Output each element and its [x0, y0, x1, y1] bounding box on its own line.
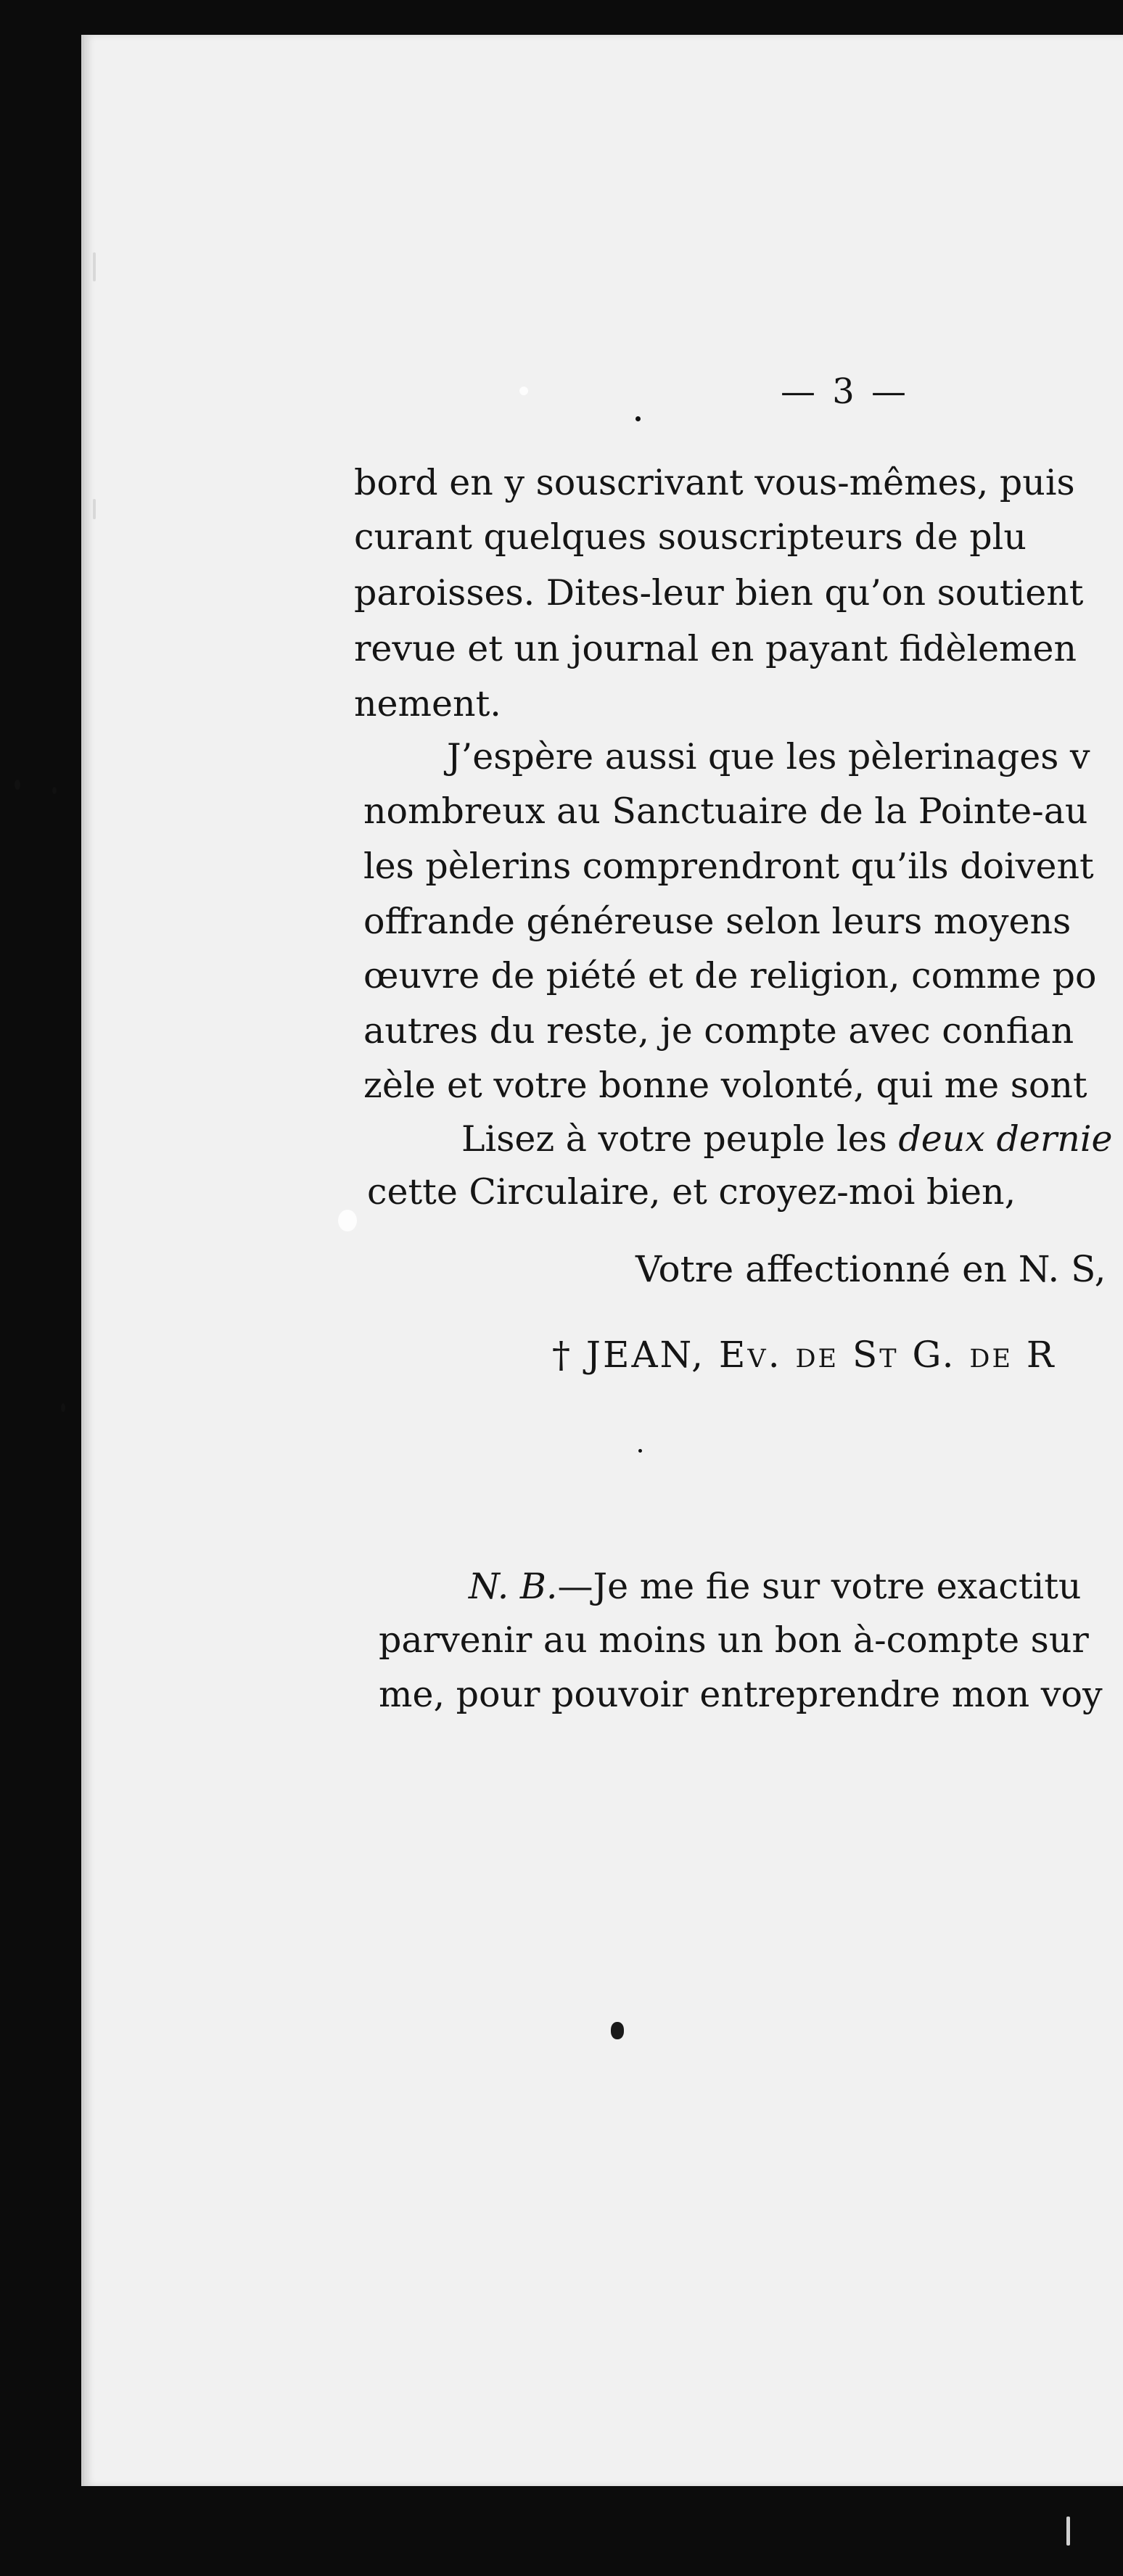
margin-speck — [1066, 2517, 1070, 2546]
text-line: me, pour pouvoir entreprendre mon voy — [379, 1674, 1103, 1715]
text-line: revue et un journal en payant fidèlemen — [354, 628, 1077, 669]
paper-speck — [338, 1210, 357, 1231]
signature-name: JEAN, — [585, 1334, 706, 1376]
signature-line — [552, 1333, 1056, 1376]
closing-formula: Votre affectionné en N. S, — [635, 1248, 1106, 1290]
text-line: cette Circulaire, et croyez-moi bien, — [367, 1171, 1016, 1213]
text-run: Lisez à votre peuple les — [461, 1118, 899, 1160]
text-line: bord en y souscrivant vous-mêmes, puis — [354, 462, 1075, 503]
paragraph-first-line: J’espère aussi que les pèlerinages v — [447, 736, 1090, 777]
ink-speck — [635, 416, 641, 421]
text-line: paroisses. Dites-leur bien qu’on soutient — [354, 572, 1084, 614]
document-text — [84, 35, 1123, 2486]
text-line: œuvre de piété et de religion, comme po — [363, 955, 1097, 996]
text-line: les pèlerins comprendront qu’ils doivent — [363, 846, 1094, 887]
text-line: nombreux au Sanctuaire de la Pointe-au — [363, 790, 1088, 832]
text-line: offrande généreuse selon leurs moyens — [363, 901, 1071, 942]
text-line: nement. — [354, 683, 501, 724]
cross-symbol: † — [552, 1334, 572, 1376]
italic-text-run: deux dernie — [898, 1118, 1113, 1160]
signature-title: Ev. de St G. de R — [718, 1334, 1056, 1376]
paper-speck — [519, 387, 528, 395]
text-run: —Je me fie sur votre exactitu — [557, 1566, 1082, 1607]
text-line: zèle et votre bonne volonté, qui me sont — [363, 1065, 1087, 1106]
ink-blot — [611, 2022, 624, 2039]
ink-speck — [638, 1449, 642, 1453]
page-number: — 3 — — [781, 371, 910, 412]
text-line: parvenir au moins un bon à-compte sur — [379, 1619, 1089, 1661]
margin-speck — [61, 1403, 65, 1412]
text-line: autres du reste, je compte avec confian — [363, 1010, 1074, 1052]
text-line: curant quelques souscripteurs de plu — [354, 516, 1027, 558]
nota-bene-line — [469, 1565, 1081, 1609]
paragraph-first-line — [461, 1118, 1113, 1161]
document-page — [81, 35, 1123, 2486]
margin-speck — [15, 780, 20, 790]
margin-speck — [52, 787, 57, 794]
nota-bene-label: N. B. — [469, 1566, 558, 1607]
